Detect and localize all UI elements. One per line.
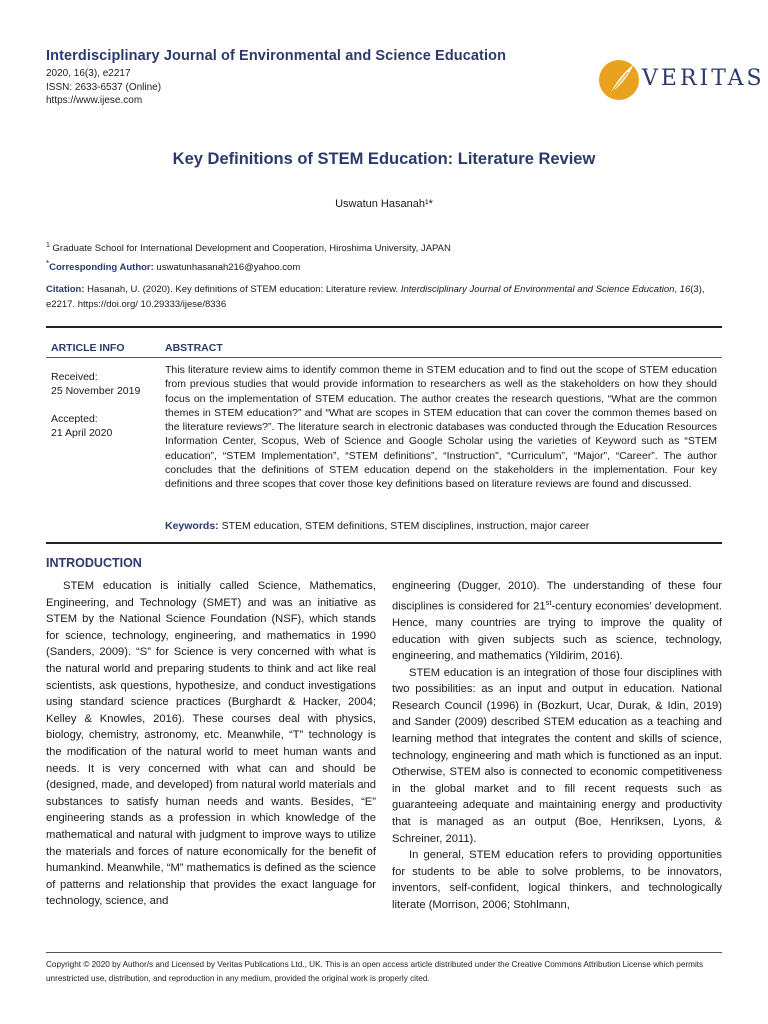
journal-issn: ISSN: 2633-6537 (Online)	[46, 81, 162, 93]
keywords-text: STEM education, STEM definitions, STEM disciplines, instruction, major career	[218, 520, 590, 532]
abstract-text: This literature review aims to identify common theme in STEM education and to find out the scope of STEM education from previous studies that would provide information to researchers as well as the stakeholders on how they should focus on the implementation of STEM education. The author creates the research questions, “What are the common themes in STEM education?” and “What are scopes in STEM education that can cover the common themes based on the literature reviews?”. The literature search in electronic databases was conducted through the Education Resources Information Center, Scopus, Web of Science and Google Scholar using the varieties of Keyword such as “STEM education”, “STEM Implementation”, “STEM definitions”, “Instruction”, “Curriculum”, “Major”, “Career”. The author concludes that the definitions of STEM education depend on the stakeholders in the implementation. Four key definitions and three scopes that cover those key definitions based on literature reviews are found and discussed.	[165, 364, 717, 491]
veritas-logo	[598, 56, 765, 104]
keywords-line	[165, 520, 717, 532]
keywords-label: Keywords:	[165, 520, 219, 532]
affiliation-block	[46, 238, 726, 275]
divider-mid	[46, 357, 722, 358]
paragraph-part: engineering (Dugger, 2010). The understanding of these four disciplines is considered for 21	[392, 580, 722, 613]
body-column-right	[392, 578, 722, 914]
citation-label: Citation:	[46, 284, 85, 295]
citation-journal: Interdisciplinary Journal of Environmental and Science Education	[400, 284, 675, 295]
corresponding-label: Corresponding Author:	[49, 262, 154, 274]
received-label: Received:	[51, 371, 98, 383]
paragraph	[392, 578, 722, 665]
footer-divider	[46, 952, 722, 953]
citation-volume: 16	[679, 284, 691, 295]
author-name: Uswatun Hasanah¹*	[335, 198, 433, 210]
corresponding-line	[46, 256, 726, 275]
introduction-heading: INTRODUCTION	[46, 556, 142, 570]
accepted-label: Accepted:	[51, 413, 98, 425]
received-date: 25 November 2019	[51, 385, 141, 397]
body-column-left	[46, 578, 376, 910]
paragraph: STEM education is initially called Science, Mathematics, Engineering, and Technology (SMET) and was an initiative as STEM by the National Science Foundation (NSF), which stands for science, technology, engineering, and mathematics in 1990 (Sanders, 2009). “S” for Science is very concerned with what is the natural world and preparing students to think and act like real scientists, ask questions, hypothesize, and conduct investigations using standard science practices (Burghardt & Hacker, 2004; Kelley & Knowles, 2016). These courses deal with physics, biology, chemistry, astronomy, etc. Meanwhile, “T” technology is the modification of the natural world to meet human wants and needs. It is very concerned with what can and should be (designed, made, and developed) from natural world materials and substances to satisfy human needs and wants. Besides, “E” engineering stands as a profession in which knowledge of the mathematical and natural with judgment to improve ways to utilize the materials and forces of nature economically for the benefit of humankind. Meanwhile, “M” mathematics is defined as the science of patterns and relationship that provides the exact language for technology, science, and	[46, 580, 376, 908]
affiliation-marker: 1	[46, 242, 50, 249]
divider-bottom	[46, 542, 722, 544]
article-info	[51, 370, 161, 440]
paper-title: Key Definitions of STEM Education: Literature Review	[172, 150, 596, 168]
article-info-heading: ARTICLE INFO	[51, 342, 125, 354]
affiliation-text: Graduate School for International Development and Cooperation, Hiroshima University, JAPAN	[49, 243, 451, 255]
journal-header	[46, 48, 586, 108]
journal-url[interactable]: https://www.ijese.com	[46, 95, 143, 106]
paragraph: In general, STEM education refers to providing opportunities for students to be able to solve problems, to be innovators, inventors, self-confident, logical thinkers, and technologically literate (Morrison, 2006; Stohlmann,	[392, 849, 722, 912]
affiliation-line	[46, 238, 726, 256]
divider-top	[46, 326, 722, 328]
citation-rest[interactable]: (3), e2217. https://doi.org/ 10.29333/ijese/8336	[46, 284, 705, 310]
abstract-heading: ABSTRACT	[165, 342, 223, 354]
journal-issue: 2020, 16(3), e2217	[46, 68, 131, 79]
accepted-date: 21 April 2020	[51, 427, 113, 439]
corresponding-marker: *	[46, 259, 50, 269]
paragraph: STEM education is an integration of those four disciplines with two possibilities: as an input and output in education. National Research Council (1996) in (Bozkurt, Ucar, Durak, & Idin, 2019) and Sander (2009) described STEM education as a teaching and learning method that integrates the content and skills of science, technology, engineering and math which is functioned as an input. Otherwise, STEM also is connected to economic competitiveness in the global market and to fill recent requests such as guaranteeing adequate and maintaining energy and productivity that is managed as an output (Boe, Henriksen, Lyons, & Schreiner, 2011).	[392, 666, 722, 845]
journal-name: Interdisciplinary Journal of Environmental and Science Education	[46, 48, 507, 64]
citation-sep: ,	[674, 284, 680, 295]
citation-block	[46, 282, 722, 312]
copyright-footer: Copyright © 2020 by Author/s and Licensed by Veritas Publications Ltd., UK. This is an open access article distributed under the Creative Commons Attribution License which permits unrestricted use, distribution, and reproduction in any medium, provided the original work is properly cited.	[46, 960, 704, 983]
corresponding-email[interactable]: uswatunhasanah216@yahoo.com	[153, 262, 301, 274]
citation-text: Hasanah, U. (2020). Key definitions of STEM education: Literature review.	[84, 284, 401, 295]
superscript: st	[545, 597, 552, 607]
logo-text: VERITAS	[642, 66, 765, 91]
paragraph-part: -century economies’ development. Hence, many countries are trying to improve the quality of education with given subjects such as science, technology, engineering, and mathematics (Yildirim, 2016).	[392, 600, 722, 663]
quill-icon	[598, 56, 642, 104]
